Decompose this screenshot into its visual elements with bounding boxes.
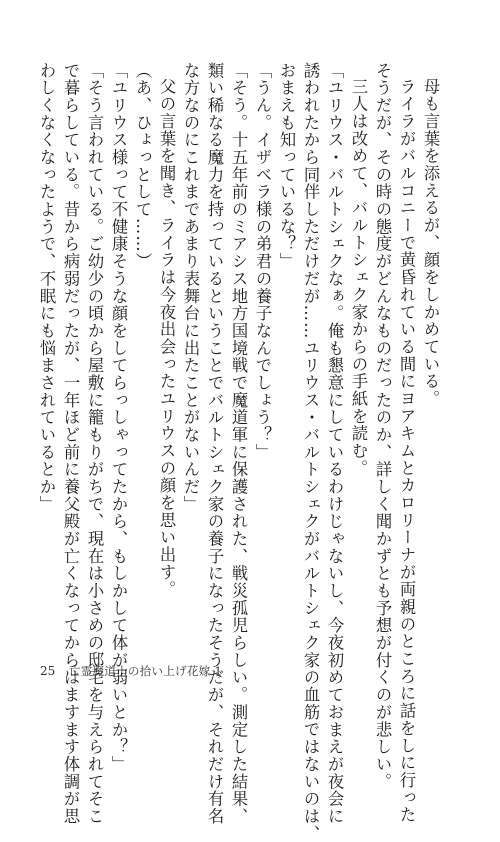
text-line: 母も言葉を添えるが、顔をしかめている。	[421, 78, 440, 408]
text-line: で暮らしている。昔から病弱だったが、一年ほど前に養父殿が亡くなってからはますます体調が思	[61, 62, 80, 825]
text-line: 「ユリウス様って不健康そうな顔をしてらっしゃってたから、もしかして体が弱いとか？」	[109, 62, 128, 773]
page-number: 25	[40, 664, 56, 678]
text-line: 父の言葉を聞き、ライラは今夜出会ったユリウスの顔を思い出す。	[157, 78, 176, 599]
text-line: そうだが、その時の態度がどんなものだったのか、詳しく聞かずとも予想が付くのが悲しい。	[373, 62, 392, 791]
text-line: 三人は改めて、バルトシェク家からの手紙を読む。	[349, 78, 368, 477]
text-line: わしくなくなったようで、不眠にも悩まされているとか」	[37, 62, 56, 513]
text-line: 類い稀なる魔力を持っているということでバルトシェク家の養子になったそうだが、それだけ有名	[205, 62, 224, 825]
text-line: ライラがバルコニーで黄昏れている間にヨアキムとカロリーナが両親のところに話をしに行った	[397, 78, 416, 824]
text-line: 「うん。イザベラ様の弟君の養子なんでしょう？」	[253, 62, 272, 461]
text-line: 「ユリウス・バルトシェクなぁ。俺も懇意にしているわけじゃないし、今夜初めておまえが夜会に	[325, 62, 344, 825]
text-line: （あ、ひょっとして……）	[133, 62, 152, 271]
text-line: おまえも知っているな？」	[277, 62, 296, 271]
text-line: 誘われたから同伴しただけだが……ユリウス・バルトシェクがバルトシェク家の血筋ではないのは、	[301, 62, 320, 842]
page-footer	[40, 663, 222, 679]
text-line: な方なのにこれまであまり表舞台に出たことがないんだ」	[181, 62, 200, 513]
text-line: 「そう。十五年前のミアシス地方国境戦で魔道軍に保護された、戦災孤児らしい。測定した結果、	[229, 62, 248, 825]
book-title: 亡霊魔道士の拾い上げ花嫁 1	[68, 664, 223, 678]
text-line: 「そう言われている。ご幼少の頃から屋敷に籠もりがちで、現在は小さめの邸宅を与えられてそこ	[85, 62, 104, 825]
